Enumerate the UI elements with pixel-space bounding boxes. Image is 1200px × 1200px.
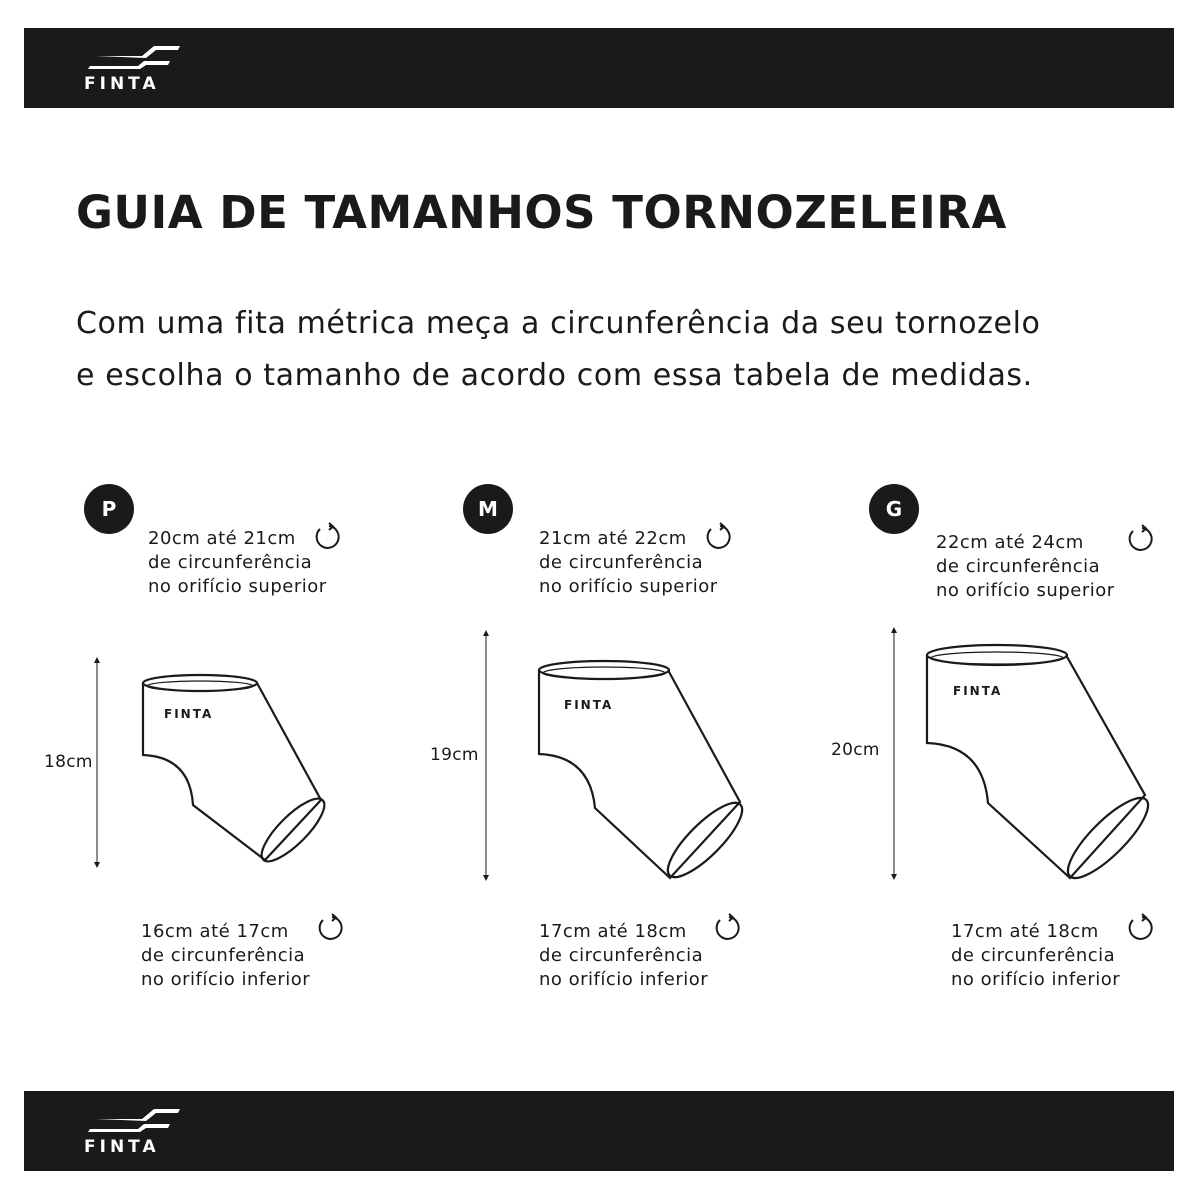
height-label-m: 19cm (430, 745, 479, 765)
bottom-opening-spec-g (951, 920, 1120, 992)
logo-wordmark: FINTA (84, 74, 160, 94)
bottom-line2-g: de circunferência (951, 945, 1116, 966)
top-opening-spec-m (539, 527, 718, 599)
height-label-g: 20cm (831, 740, 880, 760)
rotate-arrow-icon (1126, 524, 1156, 554)
top-opening-spec-g (936, 531, 1115, 603)
size-badge-p: P (84, 484, 134, 534)
ankle-brace-diagram-p (135, 665, 335, 870)
rotate-arrow-icon (313, 522, 343, 552)
top-line2-m: de circunferência (539, 552, 704, 573)
header-bar (24, 28, 1174, 108)
top-line3-g: no orifício superior (936, 580, 1115, 601)
finta-logo-icon (84, 44, 190, 94)
bottom-range-p: 16cm até 17cm (141, 921, 289, 942)
height-dimension-line-m (479, 628, 493, 883)
page-title: GUIA DE TAMANHOS TORNOZELEIRA (76, 186, 1007, 239)
brace-brand-p: FINTA (164, 707, 214, 721)
bottom-line3-p: no orifício inferior (141, 969, 311, 990)
rotate-arrow-icon (704, 522, 734, 552)
bottom-line2-p: de circunferência (141, 945, 306, 966)
size-badge-m: M (463, 484, 513, 534)
ankle-brace-diagram-m (532, 650, 752, 880)
top-range-m: 21cm até 22cm (539, 528, 687, 549)
brace-brand-g: FINTA (953, 684, 1003, 698)
ankle-brace-diagram-g (920, 633, 1155, 883)
rotate-arrow-icon (316, 913, 346, 943)
bottom-opening-spec-m (539, 920, 708, 992)
brace-brand-m: FINTA (564, 698, 614, 712)
top-range-g: 22cm até 24cm (936, 532, 1084, 553)
top-line2-p: de circunferência (148, 552, 313, 573)
top-line3-m: no orifício superior (539, 576, 718, 597)
instructions-text (76, 298, 1176, 402)
finta-logo-icon (84, 1107, 190, 1157)
top-line3-p: no orifício superior (148, 576, 327, 597)
top-opening-spec-p (148, 527, 327, 599)
bottom-range-g: 17cm até 18cm (951, 921, 1099, 942)
bottom-line2-m: de circunferência (539, 945, 704, 966)
size-badge-g: G (869, 484, 919, 534)
bottom-opening-spec-p (141, 920, 310, 992)
bottom-range-m: 17cm até 18cm (539, 921, 687, 942)
instructions-line-1: Com uma fita métrica meça a circunferência da seu tornozelo (76, 306, 1041, 341)
height-dimension-line-g (887, 625, 901, 882)
logo-wordmark: FINTA (84, 1137, 160, 1157)
bottom-line3-g: no orifício inferior (951, 969, 1121, 990)
top-range-p: 20cm até 21cm (148, 528, 296, 549)
bottom-line3-m: no orifício inferior (539, 969, 709, 990)
footer-bar (24, 1091, 1174, 1171)
top-line2-g: de circunferência (936, 556, 1101, 577)
rotate-arrow-icon (713, 913, 743, 943)
rotate-arrow-icon (1126, 913, 1156, 943)
instructions-line-2: e escolha o tamanho de acordo com essa tabela de medidas. (76, 358, 1033, 393)
height-label-p: 18cm (44, 752, 93, 772)
